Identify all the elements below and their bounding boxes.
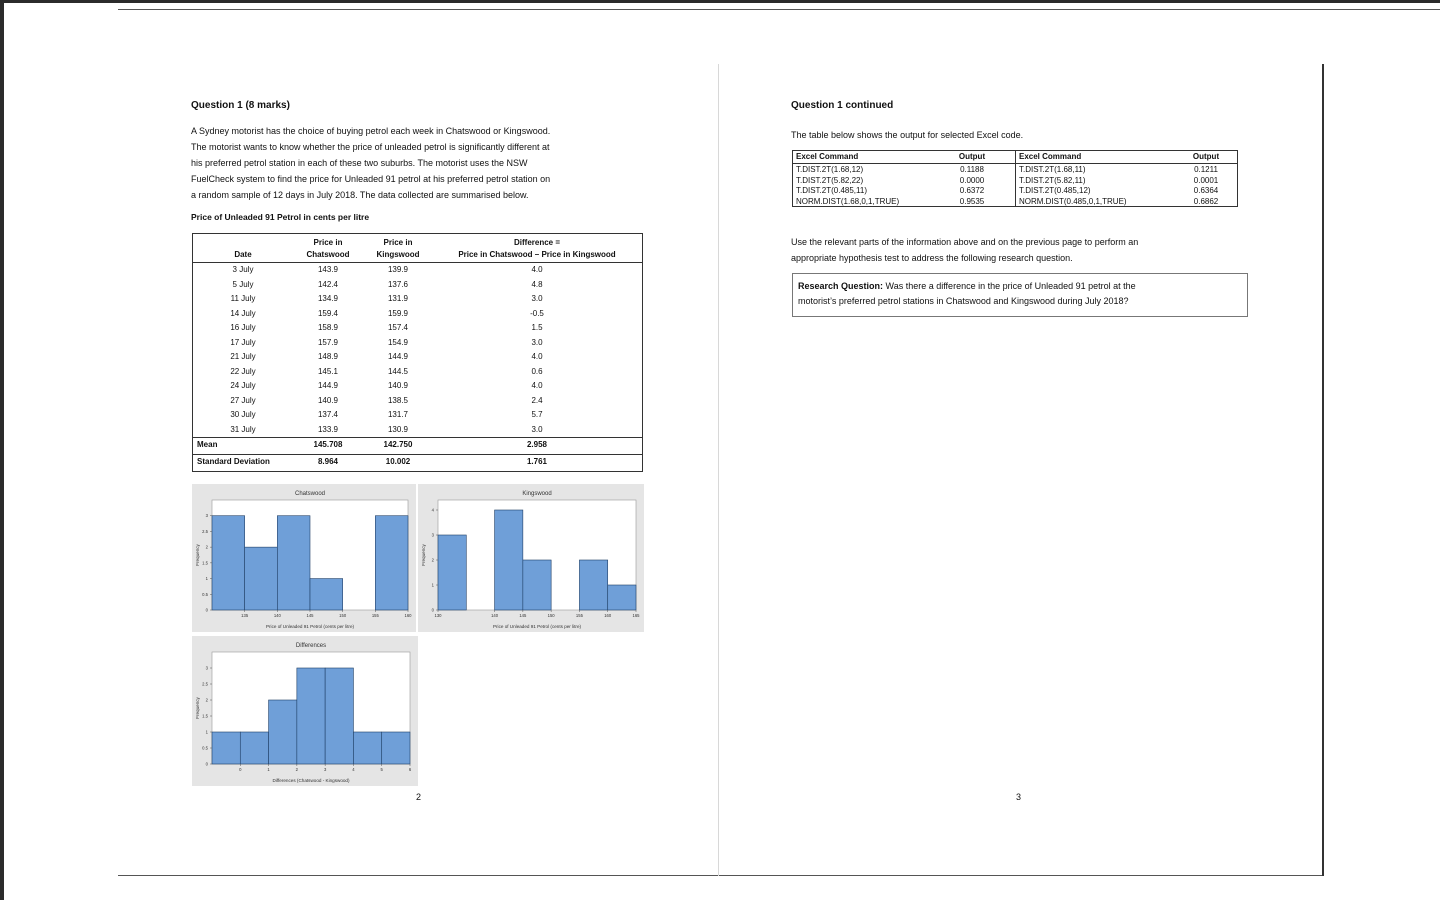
- x-tick-label: 160: [604, 613, 612, 618]
- price-data-table: [192, 233, 643, 472]
- date-cell: 27 July: [230, 395, 256, 405]
- excel-command-cell: T.DIST.2T(1.68,12): [796, 165, 864, 174]
- header-chatswood-1: Price in: [313, 238, 343, 247]
- histogram-bar: [325, 668, 353, 764]
- y-tick-label: 3: [431, 532, 434, 538]
- histogram-bar: [375, 516, 408, 610]
- difference-cell: 4.0: [531, 265, 543, 274]
- histogram-bar: [310, 579, 343, 610]
- date-cell: 22 July: [230, 366, 256, 376]
- header-excel-command: Excel Command: [1019, 152, 1082, 161]
- table-body: [193, 263, 642, 437]
- y-tick-label: 0: [431, 607, 434, 613]
- chatswood-price-cell: 142.4: [317, 279, 339, 289]
- chatswood-price-cell: 159.4: [317, 308, 339, 318]
- x-tick-label: 150: [339, 613, 347, 618]
- date-cell: 14 July: [230, 308, 256, 318]
- table-row: [193, 307, 642, 322]
- difference-cell: 2.4: [531, 395, 543, 405]
- page-3: [720, 64, 1320, 875]
- y-tick-label: 2: [205, 544, 208, 550]
- table-row: [193, 263, 642, 278]
- kingswood-price-cell: 157.4: [387, 323, 409, 332]
- table-sd-row: [193, 454, 642, 471]
- histogram-bar: [277, 516, 310, 610]
- date-cell: 30 July: [230, 410, 256, 419]
- y-tick-label: 3: [205, 513, 208, 519]
- table-row: [193, 321, 642, 336]
- chatswood-price-cell: 158.9: [317, 323, 339, 332]
- x-tick-label: 0: [239, 767, 242, 772]
- kingswood-price-cell: 137.6: [387, 279, 409, 289]
- date-cell: 31 July: [230, 424, 256, 434]
- date-cell: 11 July: [230, 294, 256, 303]
- x-axis-label: Differences (Chatswood - Kingswood): [272, 778, 350, 783]
- intro-line: FuelCheck system to find the price for Unleaded 91 petrol at his preferred petrol station on: [191, 174, 551, 184]
- intro-line: The motorist wants to know whether the price of unleaded petrol is significantly different at: [191, 142, 550, 152]
- y-axis-label: Frequency: [421, 544, 426, 566]
- bottom-rule: [118, 875, 1324, 876]
- excel-command-cell: T.DIST.2T(0.485,12): [1019, 186, 1091, 195]
- page-number: 3: [1016, 792, 1022, 802]
- header-date: Date: [234, 250, 252, 259]
- research-question-label: Research Question:: [798, 281, 884, 291]
- x-tick-label: 150: [547, 613, 555, 618]
- difference-cell: 3.0: [531, 337, 543, 347]
- chatswood-price-cell: 134.9: [317, 294, 339, 303]
- right-page-edge: [1322, 64, 1324, 876]
- y-axis-label: Frequency: [195, 544, 200, 566]
- instruction-line: appropriate hypothesis test to address the following research question.: [791, 253, 1073, 263]
- table-row: [193, 350, 642, 365]
- instruction-line: Use the relevant parts of the information above and on the previous page to perform an: [791, 237, 1139, 247]
- histogram-bar: [353, 732, 381, 764]
- x-axis-label: Price of Unleaded 91 Petrol (cents per litre): [492, 624, 582, 629]
- output-cell: 0.1211: [1194, 165, 1218, 174]
- y-tick-label: 0: [205, 607, 208, 613]
- difference-cell: 4.8: [531, 279, 543, 289]
- y-tick-label: 1: [431, 582, 434, 588]
- y-tick-label: 2: [431, 557, 434, 563]
- difference-cell: 0.6: [531, 366, 543, 376]
- excel-command-cell: T.DIST.2T(1.68,11): [1019, 165, 1086, 174]
- header-excel-command: Excel Command: [796, 152, 859, 161]
- window-top-border: [0, 0, 1440, 3]
- sd-label: Standard Deviation: [197, 457, 270, 466]
- histogram-chatswood: [192, 484, 416, 632]
- page-spine: [718, 64, 719, 876]
- chart-title: Kingswood: [522, 491, 552, 497]
- chatswood-price-cell: 145.1: [317, 366, 339, 376]
- excel-command-cell: NORM.DIST(1.68,0,1,TRUE): [796, 196, 900, 206]
- difference-cell: 1.5: [531, 323, 543, 332]
- x-tick-label: 160: [404, 613, 412, 618]
- output-cell: 0.0001: [1193, 175, 1219, 185]
- output-cell: 0.0000: [959, 175, 985, 185]
- difference-cell: 3.0: [531, 294, 543, 303]
- question-intro: [191, 123, 691, 203]
- y-tick-label: 1.5: [202, 713, 208, 719]
- date-cell: 21 July: [230, 352, 256, 361]
- excel-table-row: [793, 185, 1237, 196]
- histogram-bar: [523, 560, 551, 610]
- y-tick-label: 2.5: [202, 528, 208, 534]
- research-question-line: motorist’s preferred petrol stations in Chatswood and Kingswood during July 2018?: [798, 296, 1129, 306]
- x-tick-label: 4: [352, 767, 355, 772]
- question-title: Question 1 (8 marks): [191, 100, 290, 111]
- kingswood-price-cell: 144.9: [387, 352, 409, 361]
- histogram-bar: [212, 516, 245, 610]
- chatswood-price-cell: 137.4: [317, 410, 339, 419]
- header-output: Output: [1192, 152, 1220, 161]
- excel-table-row: [793, 196, 1237, 207]
- kingswood-price-cell: 154.9: [387, 337, 409, 347]
- difference-cell: 4.0: [531, 352, 543, 361]
- excel-table-row: [793, 164, 1237, 175]
- table-caption: Price of Unleaded 91 Petrol in cents per litre: [191, 212, 370, 222]
- x-tick-label: 6: [408, 767, 412, 772]
- research-question-box: [792, 273, 1248, 317]
- mean-difference: 2.958: [526, 440, 548, 449]
- histogram-bar: [579, 560, 607, 610]
- date-cell: 16 July: [230, 323, 256, 332]
- sd-chatswood: 8.964: [317, 457, 339, 466]
- table-row: [193, 379, 642, 394]
- kingswood-price-cell: 144.5: [387, 366, 409, 376]
- x-tick-label: 140: [491, 613, 499, 618]
- histogram-bar: [438, 535, 466, 610]
- x-tick-label: 145: [306, 613, 314, 618]
- date-cell: 3 July: [232, 265, 254, 274]
- x-tick-label: 140: [273, 613, 281, 618]
- difference-cell: 4.0: [531, 381, 543, 390]
- chatswood-price-cell: 140.9: [317, 395, 339, 405]
- table-row: [193, 292, 642, 307]
- header-difference-2: Price in Chatswood – Price in Kingswood: [458, 250, 616, 259]
- excel-table-row: [793, 175, 1237, 186]
- x-tick-label: 5: [380, 767, 383, 772]
- table-mean-row: [193, 437, 642, 454]
- histogram-differences: [192, 636, 418, 786]
- table-row: [193, 278, 642, 293]
- y-tick-label: 1: [205, 729, 208, 735]
- y-tick-label: 2.5: [202, 681, 208, 687]
- y-tick-label: 2: [205, 697, 208, 703]
- excel-command-cell: T.DIST.2T(5.82,11): [1019, 175, 1086, 185]
- x-axis-label: Price of Unleaded 91 Petrol (cents per litre): [265, 624, 355, 629]
- kingswood-price-cell: 140.9: [387, 381, 409, 390]
- output-cell: 0.1188: [960, 165, 984, 174]
- histogram-chatswood-svg: [192, 484, 416, 632]
- output-cell: 0.6372: [959, 186, 985, 195]
- excel-output-table: [792, 150, 1238, 207]
- x-tick-label: 3: [323, 767, 327, 772]
- chatswood-price-cell: 144.9: [317, 381, 339, 390]
- y-tick-label: 0.5: [202, 745, 208, 751]
- excel-table-intro: The table below shows the output for selected Excel code.: [791, 130, 1024, 140]
- header-kingswood-2: Kingswood: [376, 250, 420, 259]
- output-cell: 0.6862: [1193, 196, 1219, 206]
- table-row: [193, 365, 642, 380]
- table-row: [193, 394, 642, 409]
- kingswood-price-cell: 130.9: [387, 424, 409, 434]
- x-tick-label: 2: [295, 767, 299, 772]
- mean-chatswood: 145.708: [313, 440, 343, 449]
- excel-command-cell: T.DIST.2T(0.485,11): [796, 186, 867, 195]
- continued-title: Question 1 continued: [791, 100, 894, 111]
- sd-kingswood: 10.002: [385, 457, 411, 466]
- chart-title: Chatswood: [294, 491, 326, 497]
- table-row: [193, 423, 642, 438]
- difference-cell: -0.5: [530, 308, 544, 318]
- histogram-bar: [495, 510, 523, 610]
- research-question-line: Was there a difference in the price of Unleaded 91 petrol at the: [883, 281, 1136, 291]
- sd-difference: 1.761: [526, 457, 548, 466]
- y-tick-label: 0.5: [202, 591, 208, 597]
- histogram-bar: [608, 585, 636, 610]
- header-difference-1: Difference =: [513, 238, 561, 247]
- y-tick-label: 1.5: [202, 560, 208, 566]
- x-tick-label: 165: [632, 613, 640, 618]
- output-cell: 0.9535: [959, 196, 985, 206]
- excel-command-cell: NORM.DIST(0.485,0,1,TRUE): [1019, 196, 1127, 206]
- chatswood-price-cell: 133.9: [317, 424, 339, 434]
- x-tick-label: 1: [267, 767, 270, 772]
- histogram-kingswood: [418, 484, 644, 632]
- excel-table-header: [793, 151, 1237, 164]
- intro-line: a random sample of 12 days in July 2018. The data collected are summarised below.: [191, 190, 529, 200]
- kingswood-price-cell: 138.5: [387, 395, 409, 405]
- header-output: Output: [958, 152, 986, 161]
- window-left-border: [0, 0, 4, 900]
- page-2: [120, 64, 718, 875]
- table-row: [193, 336, 642, 351]
- histogram-kingswood-svg: [418, 484, 644, 632]
- kingswood-price-cell: 139.9: [387, 265, 409, 274]
- histogram-bar: [382, 732, 410, 764]
- histogram-bar: [212, 732, 240, 764]
- histogram-bar: [269, 700, 297, 764]
- date-cell: 24 July: [230, 381, 256, 390]
- output-cell: 0.6364: [1193, 186, 1219, 195]
- date-cell: 5 July: [232, 279, 254, 289]
- excel-table-body: [793, 164, 1237, 206]
- date-cell: 17 July: [230, 337, 256, 347]
- chart-title: Differences: [295, 643, 327, 649]
- kingswood-price-cell: 131.7: [387, 410, 409, 419]
- mean-kingswood: 142.750: [383, 440, 413, 449]
- intro-line: A Sydney motorist has the choice of buying petrol each week in Chatswood or Kingswood.: [191, 126, 551, 136]
- excel-command-cell: T.DIST.2T(5.82,22): [796, 175, 864, 185]
- y-tick-label: 4: [431, 507, 434, 513]
- chatswood-price-cell: 157.9: [317, 337, 339, 347]
- chatswood-price-cell: 148.9: [317, 352, 339, 361]
- x-tick-label: 155: [575, 613, 583, 618]
- histogram-bar: [245, 547, 278, 610]
- difference-cell: 5.7: [531, 410, 543, 419]
- x-tick-label: 135: [241, 613, 249, 618]
- page-number: 2: [416, 792, 422, 802]
- kingswood-price-cell: 159.9: [387, 308, 409, 318]
- histogram-bar: [240, 732, 268, 764]
- kingswood-price-cell: 131.9: [387, 294, 409, 303]
- histogram-bar: [297, 668, 325, 764]
- y-axis-label: Frequency: [195, 697, 200, 719]
- x-tick-label: 130: [434, 613, 442, 618]
- difference-cell: 3.0: [531, 424, 543, 434]
- x-tick-label: 155: [371, 613, 379, 618]
- table-header: [193, 234, 642, 263]
- chatswood-price-cell: 143.9: [317, 265, 339, 274]
- x-tick-label: 145: [519, 613, 527, 618]
- intro-line: his preferred petrol station in each of these two suburbs. The motorist uses the NSW: [191, 158, 528, 168]
- y-tick-label: 3: [205, 665, 208, 671]
- header-kingswood-1: Price in: [383, 238, 413, 247]
- research-question: [798, 279, 1238, 309]
- y-tick-label: 0: [205, 761, 208, 767]
- top-rule: [118, 9, 1440, 10]
- histogram-differences-svg: [192, 636, 418, 786]
- table-row: [193, 408, 642, 423]
- header-chatswood-2: Chatswood: [306, 250, 350, 259]
- y-tick-label: 1: [205, 576, 208, 582]
- instruction-text: [791, 234, 1291, 266]
- mean-label: Mean: [197, 440, 218, 449]
